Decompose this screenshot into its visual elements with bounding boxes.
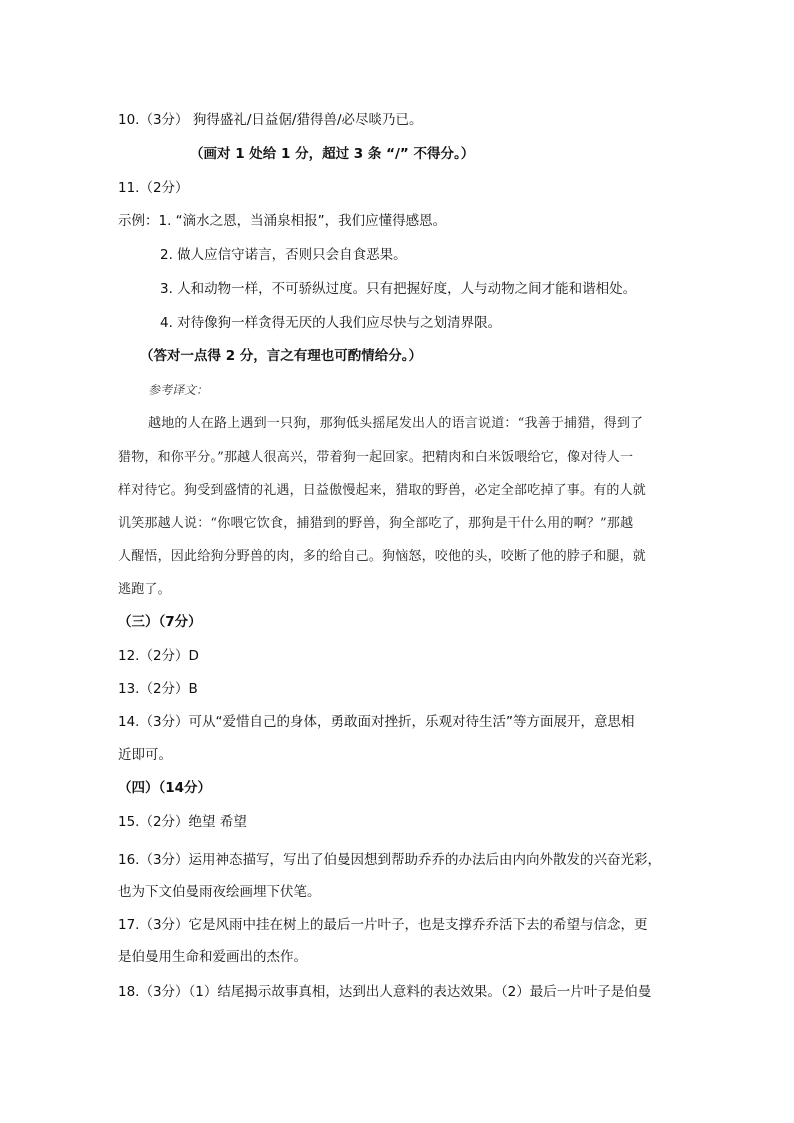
answer-q11-example-3: 3. 人和动物一样，不可骄纵过度。只有把握好度，人与动物之间才能和谐相处。	[160, 281, 637, 297]
section-4-heading: （四）（14分）	[118, 780, 212, 796]
answer-q16-line-2: 也为下文伯曼雨夜绘画埋下伏笔。	[118, 884, 321, 900]
translation-title: 参考译文：	[148, 383, 209, 397]
translation-line: 逃跑了。	[118, 582, 171, 597]
section-3-heading: （三）（7分）	[118, 614, 202, 630]
answer-q18-line-1: 18.（3分）（1）结尾揭示故事真相，达到出人意料的表达效果。（2）最后一片叶子是伯曼	[118, 984, 652, 1000]
answer-q10-scoring-note: （画对 1 处给 1 分，超过 3 条 “/” 不得分。）	[190, 146, 475, 162]
translation-line: 讥笑那越人说：“你喂它饮食，捕猎到的野兽，狗全部吃了，那狗是干什么用的啊？”那越	[118, 516, 634, 531]
answer-q14-line-2: 近即可。	[118, 747, 172, 763]
answer-q12: 12.（2分）D	[118, 648, 199, 664]
answer-q11-example-2: 2. 做人应信守诺言，否则只会自食恶果。	[160, 247, 407, 263]
answer-q16-line-1: 16.（3分）运用神态描写，写出了伯曼因想到帮助乔乔的办法后由内向外散发的兴奋光彩，	[118, 852, 662, 868]
answer-q10: 10.（3分） 狗得盛礼/日益倨/猎得兽/必尽啖乃已。	[118, 112, 423, 128]
answer-q11-scoring-note: （答对一点得 2 分，言之有理也可酌情给分。）	[140, 348, 423, 364]
translation-line: 样对待它。狗受到盛情的礼遇，日益傲慢起来，猎取的野兽，必定全部吃掉了事。有的人就	[118, 483, 647, 498]
answer-q11-example-1: 示例：1. “滴水之恩，当涌泉相报”，我们应懂得感恩。	[118, 213, 447, 229]
translation-line: 人醒悟，因此给狗分野兽的肉，多的给自己。狗恼怒，咬他的头，咬断了他的脖子和腿，就	[118, 549, 647, 564]
answer-q17-line-2: 是伯曼用生命和爱画出的杰作。	[118, 949, 307, 965]
translation-line: 猎物，和你平分。”那越人很高兴，带着狗一起回家。把精肉和白米饭喂给它，像对待人一	[118, 450, 634, 465]
answer-q17-line-1: 17.（3分）它是风雨中挂在树上的最后一片叶子，也是支撑乔乔活下去的希望与信念，更	[118, 917, 648, 933]
answer-q13: 13.（2分）B	[118, 681, 198, 697]
answer-q11-heading: 11.（2分）	[118, 180, 189, 196]
answer-q14-line-1: 14.（3分）可从“爱惜自己的身体，勇敢面对挫折，乐观对待生活”等方面展开，意思相	[118, 714, 635, 730]
answer-q11-example-4: 4. 对待像狗一样贪得无厌的人我们应尽快与之划清界限。	[160, 315, 502, 331]
translation-line: 越地的人在路上遇到一只狗，那狗低头摇尾发出人的语言说道：“我善于捕猎，得到了	[148, 416, 644, 431]
answer-q15: 15.（2分）绝望 希望	[118, 814, 247, 830]
